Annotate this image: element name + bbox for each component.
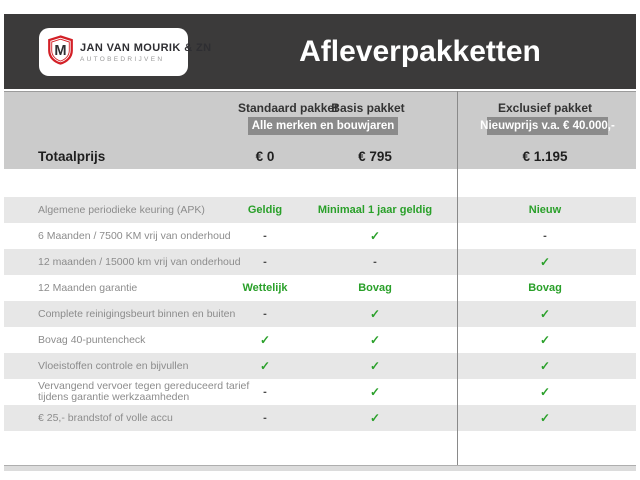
cell-standaard: - xyxy=(263,230,267,242)
cell-standaard: - xyxy=(263,308,267,320)
cell-basis: ✓ xyxy=(369,307,381,321)
cell-standaard: ✓ xyxy=(259,359,271,373)
brand-logo xyxy=(39,28,212,76)
cell-standaard: Geldig xyxy=(247,204,283,216)
cell-basis: Minimaal 1 jaar geldig xyxy=(317,204,433,216)
price-standaard: € 0 xyxy=(255,149,275,164)
cell-standaard: - xyxy=(263,386,267,398)
brand-name: JAN VAN MOURIK & ZN xyxy=(80,41,212,54)
cell-standaard: ✓ xyxy=(259,333,271,347)
table-row xyxy=(4,379,636,405)
row-label: 12 Maanden garantie xyxy=(38,281,138,294)
bottom-strip xyxy=(4,465,636,471)
cell-basis: - xyxy=(373,256,377,268)
cell-exclusief: ✓ xyxy=(539,255,551,269)
cell-standaard: Wettelijk xyxy=(242,282,288,294)
badge-alle-merken: Alle merken en bouwjaren xyxy=(248,117,398,135)
table-row xyxy=(4,249,636,275)
column-header-standaard: Standaard pakket xyxy=(238,101,339,115)
row-label: Complete reinigingsbeurt binnen en buiten xyxy=(38,307,236,320)
cell-exclusief: ✓ xyxy=(539,333,551,347)
row-label: € 25,- brandstof of volle accu xyxy=(38,411,173,424)
cell-exclusief: ✓ xyxy=(539,307,551,321)
brand-text-block xyxy=(80,42,211,63)
column-header-basis: Basis pakket xyxy=(331,101,405,115)
cell-exclusief: Bovag xyxy=(528,282,562,294)
pricing-band xyxy=(4,91,636,169)
badge-nieuwprijs: Nieuwprijs v.a. € 40.000,- xyxy=(487,117,608,135)
feature-table xyxy=(4,197,636,431)
table-row xyxy=(4,197,636,223)
cell-basis: ✓ xyxy=(369,411,381,425)
cell-basis: ✓ xyxy=(369,359,381,373)
brand-subtitle: AUTOBEDRIJVEN xyxy=(80,55,165,63)
cell-exclusief: - xyxy=(543,230,547,242)
table-row xyxy=(4,275,636,301)
totaalprijs-label: Totaalprijs xyxy=(38,149,106,164)
row-label: 12 maanden / 15000 km vrij van onderhoud xyxy=(38,255,241,268)
row-label: Vervangend vervoer tegen gereduceerd tarief tijdens garantie werkzaamheden xyxy=(38,380,250,403)
cell-basis: ✓ xyxy=(369,333,381,347)
cell-standaard: - xyxy=(263,412,267,424)
cell-exclusief: ✓ xyxy=(539,359,551,373)
table-row xyxy=(4,301,636,327)
cell-exclusief: Nieuw xyxy=(528,204,562,216)
table-row xyxy=(4,327,636,353)
row-label: Vloeistoffen controle en bijvullen xyxy=(38,359,189,372)
brand-shield-icon xyxy=(47,35,74,70)
column-divider xyxy=(457,91,458,471)
column-header-exclusief: Exclusief pakket xyxy=(497,101,593,115)
row-label: Algemene periodieke keuring (APK) xyxy=(38,203,205,216)
svg-text:M: M xyxy=(54,42,67,59)
price-basis: € 795 xyxy=(358,149,392,164)
page-header xyxy=(4,14,636,89)
cell-basis: Bovag xyxy=(358,282,392,294)
cell-exclusief: ✓ xyxy=(539,411,551,425)
table-row xyxy=(4,405,636,431)
row-label: 6 Maanden / 7500 KM vrij van onderhoud xyxy=(38,229,231,242)
page-title: Afleverpakketten xyxy=(299,34,541,68)
cell-exclusief: ✓ xyxy=(539,385,551,399)
table-row xyxy=(4,353,636,379)
cell-basis: ✓ xyxy=(369,229,381,243)
price-exclusief: € 1.195 xyxy=(522,149,568,164)
row-label: Bovag 40-puntencheck xyxy=(38,333,146,346)
table-row xyxy=(4,223,636,249)
cell-standaard: - xyxy=(263,256,267,268)
cell-basis: ✓ xyxy=(369,385,381,399)
page-title-wrap xyxy=(204,14,636,89)
